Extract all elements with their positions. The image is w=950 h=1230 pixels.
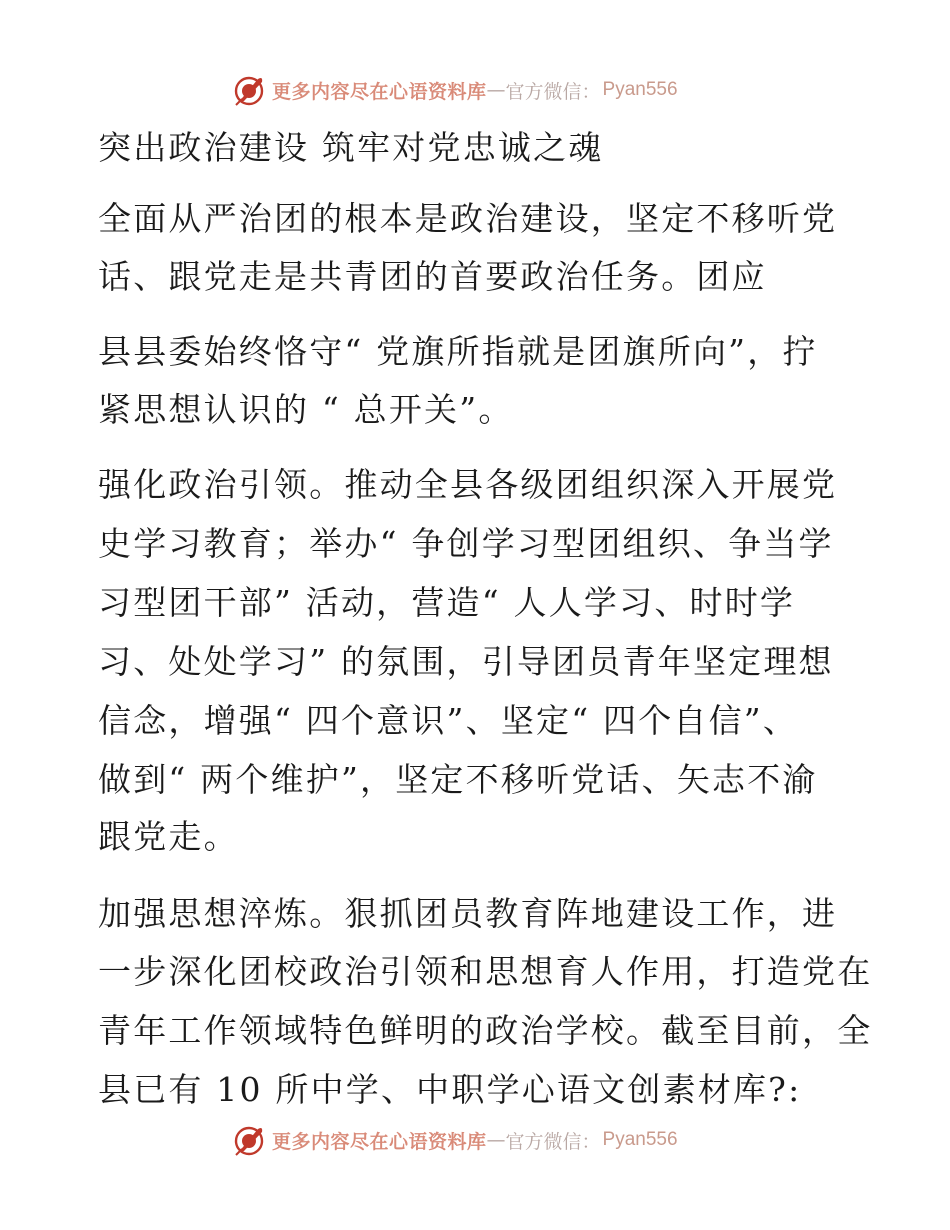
- header-watermark: [232, 72, 678, 108]
- feather-quill-logo-icon: [232, 1123, 266, 1157]
- text-line: 紧思想认识的 “ 总开关”。: [98, 390, 514, 429]
- feather-quill-logo-icon: [232, 73, 266, 107]
- text-line: 全面从严治团的根本是政治建设，坚定不移听党: [98, 199, 838, 238]
- watermark-wechat-id: Pyan556: [602, 79, 678, 100]
- text-line: 习型团干部” 活动，营造“ 人人学习、时时学: [98, 583, 796, 622]
- watermark-brand-text: 更多内容尽在心语资料库: [272, 1130, 487, 1153]
- text-line: 做到“ 两个维护”，坚定不移听党话、矢志不渝: [98, 760, 818, 799]
- text-line: 习、处处学习” 的氛围，引导团员青年坚定理想: [98, 642, 834, 681]
- footer-watermark: [232, 1122, 678, 1158]
- watermark-wechat-label: 官方微信：: [505, 80, 601, 103]
- text-line: 跟党走。: [98, 817, 239, 856]
- watermark-brand-text: 更多内容尽在心语资料库: [272, 80, 487, 103]
- document-title: 突出政治建设 筑牢对党忠诚之魂: [98, 128, 604, 167]
- watermark-dash: —: [486, 1129, 506, 1151]
- text-line: 信念，增强“ 四个意识”、坚定“ 四个自信”、: [98, 701, 799, 740]
- text-line: 强化政治引领。推动全县各级团组织深入开展党: [98, 465, 838, 504]
- text-line: 史学习教育；举办“ 争创学习型团组织、争当学: [98, 524, 834, 563]
- text-line: 加强思想淬炼。狠抓团员教育阵地建设工作，进: [98, 894, 838, 933]
- watermark-dash: —: [486, 79, 506, 101]
- watermark-wechat-label: 官方微信：: [505, 1130, 601, 1153]
- watermark-wechat-id: Pyan556: [602, 1129, 678, 1150]
- text-line: 县已有 10 所中学、中职学心语文创素材库?:: [98, 1070, 802, 1109]
- text-line: 青年工作领域特色鲜明的政治学校。截至目前，全: [98, 1011, 873, 1050]
- text-line: 一步深化团校政治引领和思想育人作用，打造党在: [98, 952, 873, 991]
- text-line: 话、跟党走是共青团的首要政治任务。团应: [98, 257, 767, 296]
- text-line: 县县委始终恪守“ 党旗所指就是团旗所向”，拧: [98, 332, 818, 371]
